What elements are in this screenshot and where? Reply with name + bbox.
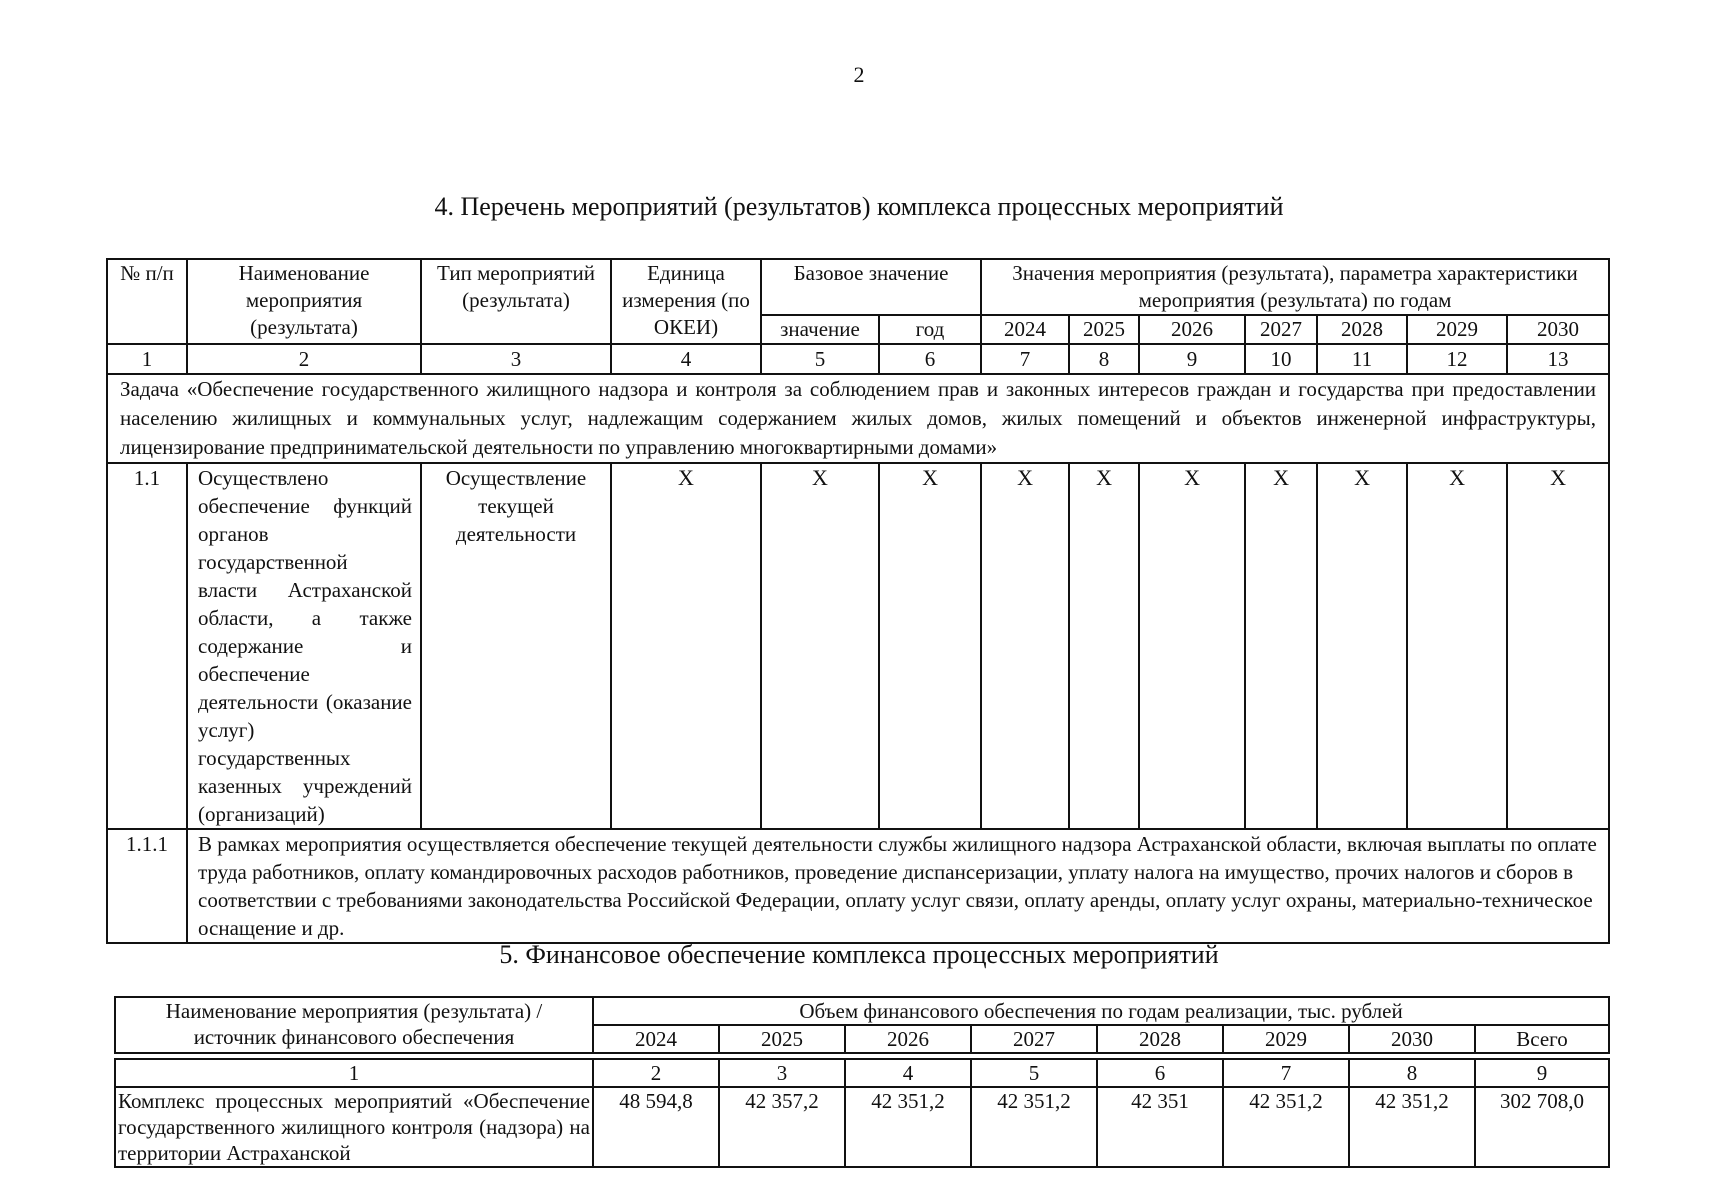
header-unit: Единица измерения (по ОКЕИ) — [611, 259, 761, 344]
column-number: 2 — [187, 344, 421, 374]
finance-row-value: 48 594,8 — [593, 1087, 719, 1167]
finance-header-year: 2028 — [1097, 1025, 1223, 1053]
column-number: 1 — [107, 344, 187, 374]
finance-header-year: 2030 — [1349, 1025, 1475, 1053]
page-number: 2 — [853, 62, 865, 87]
header-year: 2029 — [1407, 315, 1507, 344]
row-1-1-year-mark: X — [1407, 463, 1507, 829]
row-1-1-1-num: 1.1.1 — [107, 829, 187, 943]
header-base: Базовое значение — [761, 259, 981, 315]
header-year: 2024 — [981, 315, 1069, 344]
finance-column-number: 2 — [593, 1059, 719, 1087]
row-1-1-1-text: В рамках мероприятия осуществляется обеспечение текущей деятельности службы жилищного надзора Астраханской области, включая выплаты по оплате труда работников, оплату командировочных расходов работников, проведение диспансеризации, уплату налога на имущество, прочих налогов и сборов в соответствии с требованиями законодательства Российской Федерации, оплату услуг связи, оплату аренды, оплату услуг охраны, материально-техническое оснащение и др. — [187, 829, 1609, 943]
finance-header-year: 2026 — [845, 1025, 971, 1053]
header-name: Наименование мероприятия (результата) — [187, 259, 421, 344]
column-number: 9 — [1139, 344, 1245, 374]
finance-header-year: 2029 — [1223, 1025, 1349, 1053]
column-number: 10 — [1245, 344, 1317, 374]
finance-row-value: 42 351,2 — [971, 1087, 1097, 1167]
header-year: 2030 — [1507, 315, 1609, 344]
finance-column-number: 7 — [1223, 1059, 1349, 1087]
finance-column-number: 6 — [1097, 1059, 1223, 1087]
row-1-1-year-mark: X — [1507, 463, 1609, 829]
row-1-1-num: 1.1 — [107, 463, 187, 829]
finance-header-year: 2024 — [593, 1025, 719, 1053]
column-number: 13 — [1507, 344, 1609, 374]
header-year: 2026 — [1139, 315, 1245, 344]
finance-header-name: Наименование мероприятия (результата) / источник финансового обеспечения — [115, 997, 593, 1053]
header-year: 2025 — [1069, 315, 1139, 344]
header-base-year: год — [879, 315, 981, 344]
row-1-1-base-value-mark: X — [761, 463, 879, 829]
row-1-1-year-mark: X — [1069, 463, 1139, 829]
row-1-1-unit-mark: X — [611, 463, 761, 829]
column-number: 8 — [1069, 344, 1139, 374]
finance-row-value: 42 351,2 — [1349, 1087, 1475, 1167]
column-number: 3 — [421, 344, 611, 374]
finance-table — [114, 996, 1610, 1168]
finance-column-number: 1 — [115, 1059, 593, 1087]
finance-column-number: 8 — [1349, 1059, 1475, 1087]
row-1-1-year-mark: X — [981, 463, 1069, 829]
row-1-1-year-mark: X — [1139, 463, 1245, 829]
header-values: Значения мероприятия (результата), параметра характеристики мероприятия (результата) по годам — [981, 259, 1609, 315]
header-base-value: значение — [761, 315, 879, 344]
header-type: Тип мероприятий (результата) — [421, 259, 611, 344]
finance-row-value: 42 351 — [1097, 1087, 1223, 1167]
column-number: 5 — [761, 344, 879, 374]
finance-row-name: Комплекс процессных мероприятий «Обеспечение государственного жилищного контроля (надзора) на территории Астраханской — [115, 1087, 593, 1167]
column-number: 7 — [981, 344, 1069, 374]
finance-header-total: Всего — [1475, 1025, 1609, 1053]
section-5-title: 5. Финансовое обеспечение комплекса процессных мероприятий — [499, 940, 1219, 969]
header-year: 2028 — [1317, 315, 1407, 344]
finance-column-number: 4 — [845, 1059, 971, 1087]
task-row: Задача «Обеспечение государственного жилищного надзора и контроля за соблюдением прав и законных интересов граждан и государства при предоставлении населению жилищных и коммунальных услуг, надлежащим содержанием жилых домов, жилых помещений и объектов инженерной инфраструктуры, лицензирование предпринимательской деятельности по управлению многоквартирными домами» — [107, 374, 1609, 463]
column-number: 12 — [1407, 344, 1507, 374]
header-year: 2027 — [1245, 315, 1317, 344]
finance-column-number: 9 — [1475, 1059, 1609, 1087]
finance-column-number: 5 — [971, 1059, 1097, 1087]
column-number: 11 — [1317, 344, 1407, 374]
column-number: 6 — [879, 344, 981, 374]
finance-header-year: 2027 — [971, 1025, 1097, 1053]
finance-header-year: 2025 — [719, 1025, 845, 1053]
column-number: 4 — [611, 344, 761, 374]
row-1-1-name: Осуществлено обеспечение функций органов государственной власти Астраханской области, а также содержание и обеспечение деятельности (оказание услуг) государственных казенных учреждений (организаций) — [187, 463, 421, 829]
events-table — [106, 258, 1610, 944]
header-num: № п/п — [107, 259, 187, 344]
section-4-title: 4. Перечень мероприятий (результатов) комплекса процессных мероприятий — [434, 192, 1284, 221]
finance-header-volume: Объем финансового обеспечения по годам реализации, тыс. рублей — [593, 997, 1609, 1025]
finance-column-number: 3 — [719, 1059, 845, 1087]
finance-row-value: 42 351,2 — [845, 1087, 971, 1167]
finance-row-value: 42 357,2 — [719, 1087, 845, 1167]
row-1-1-year-mark: X — [1245, 463, 1317, 829]
row-1-1-base-year-mark: X — [879, 463, 981, 829]
row-1-1-year-mark: X — [1317, 463, 1407, 829]
finance-row-total: 302 708,0 — [1475, 1087, 1609, 1167]
finance-row-value: 42 351,2 — [1223, 1087, 1349, 1167]
row-1-1-type: Осуществление текущей деятельности — [421, 463, 611, 829]
